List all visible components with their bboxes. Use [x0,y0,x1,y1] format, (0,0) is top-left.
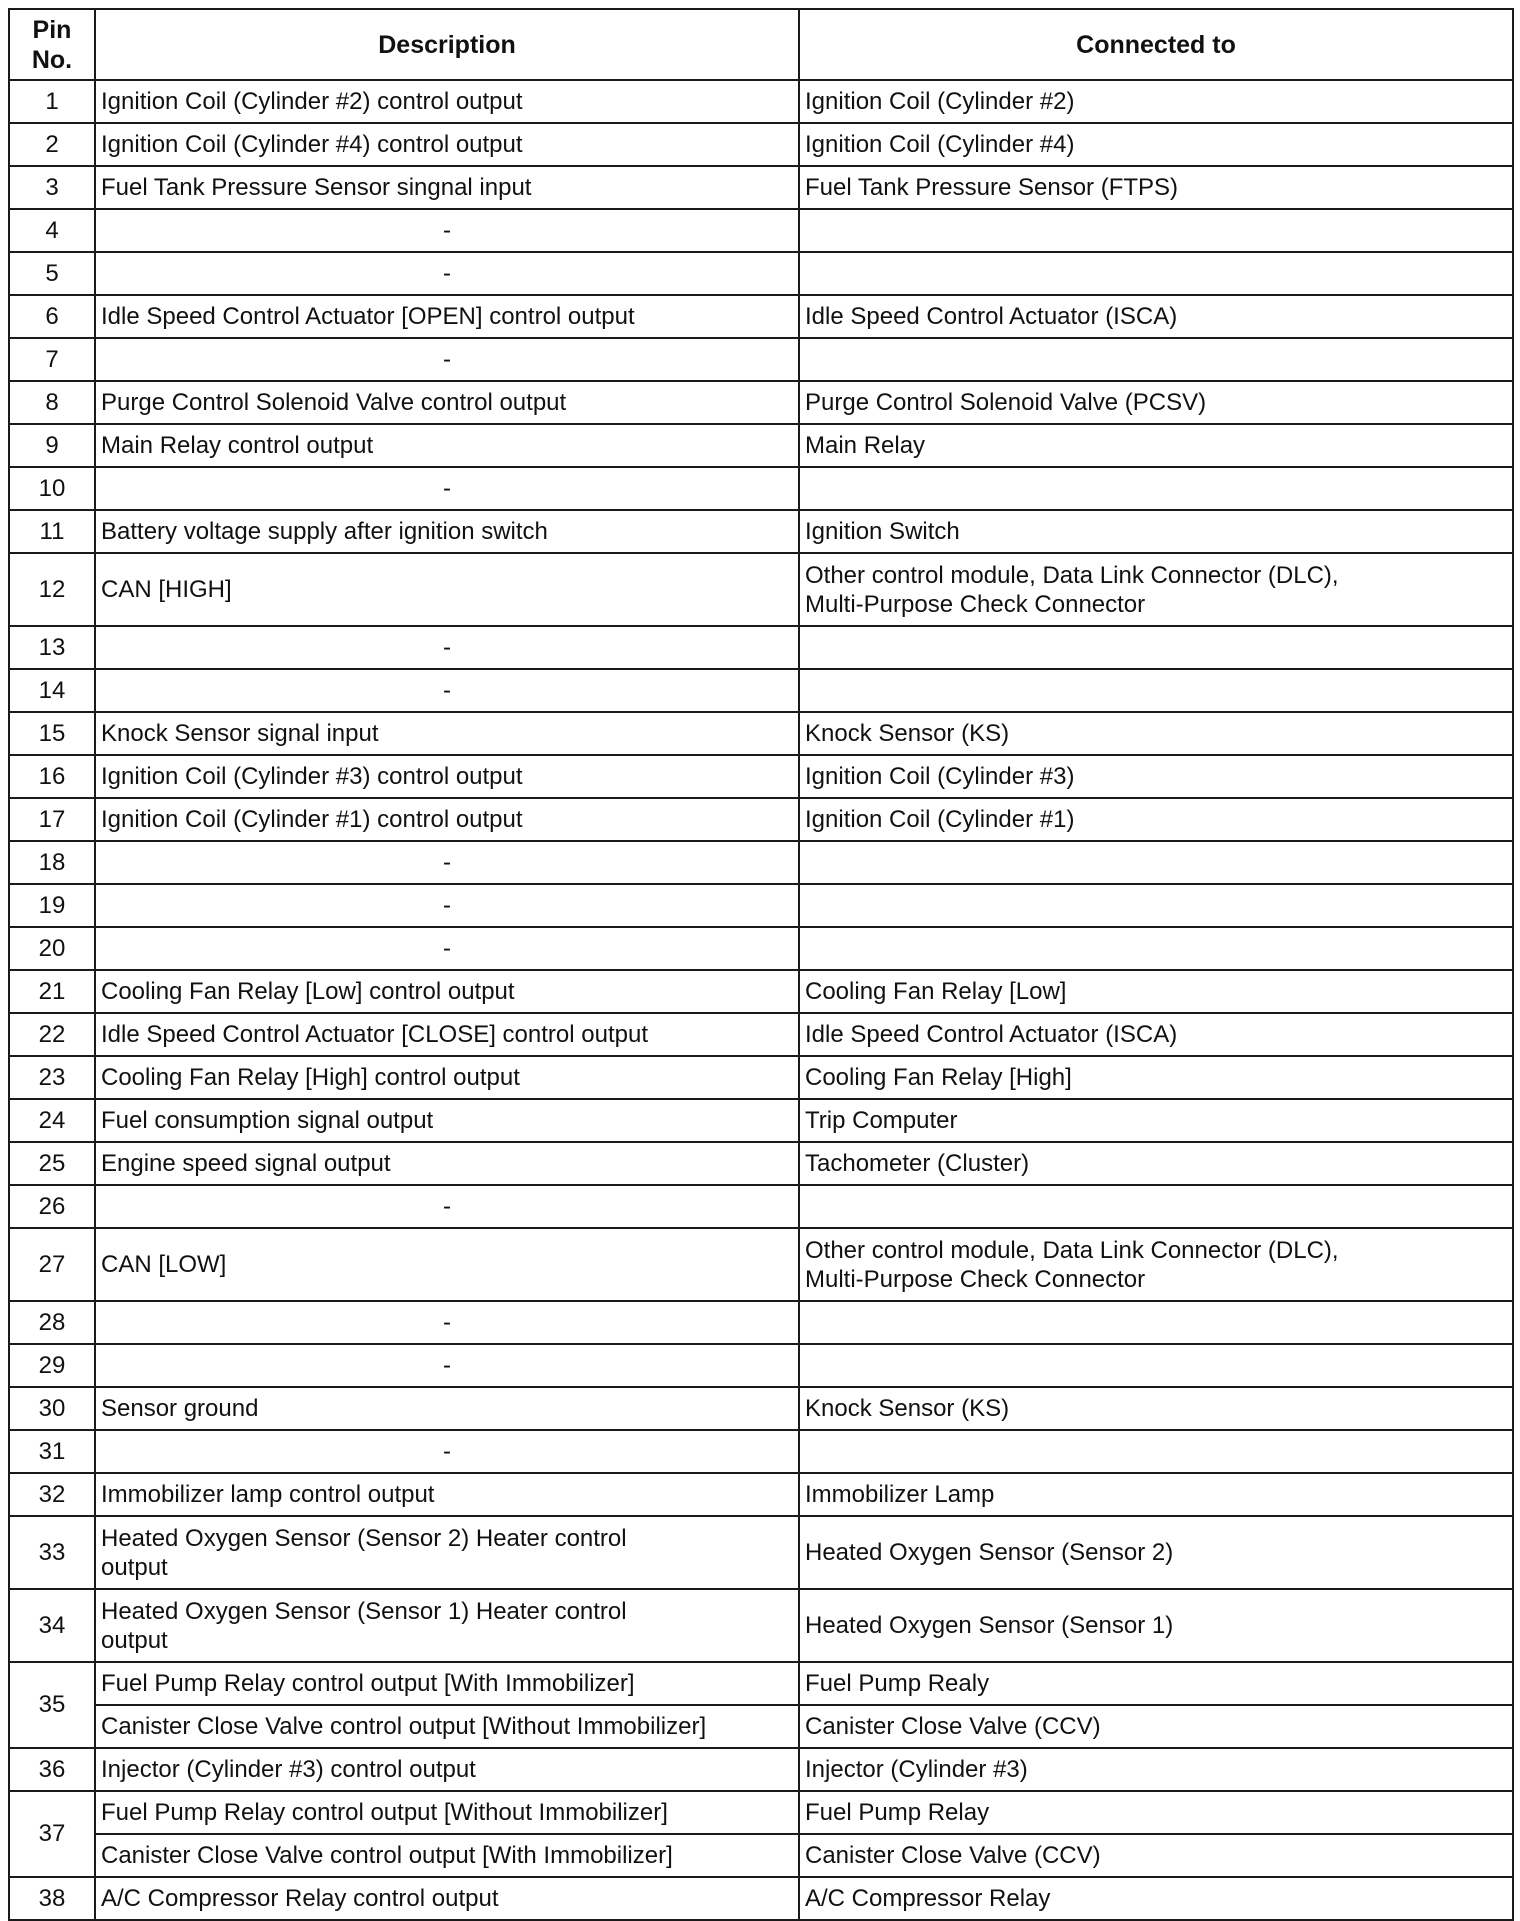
connected-to-cell: Other control module, Data Link Connector (DLC), Multi-Purpose Check Connector [799,1228,1513,1301]
pin-number-cell: 7 [9,338,95,381]
description-cell: Immobilizer lamp control output [95,1473,799,1516]
table-row [9,1834,1513,1877]
pin-number-cell: 17 [9,798,95,841]
description-cell: Fuel Pump Relay control output [With Immobilizer] [95,1662,799,1705]
pin-number-cell: 38 [9,1877,95,1920]
table-row [9,381,1513,424]
connected-to-cell: Ignition Coil (Cylinder #1) [799,798,1513,841]
table-row [9,1705,1513,1748]
description-cell: Cooling Fan Relay [High] control output [95,1056,799,1099]
connected-to-cell [799,252,1513,295]
table-row [9,1142,1513,1185]
connected-to-cell [799,841,1513,884]
description-cell: Sensor ground [95,1387,799,1430]
pin-number-cell: 1 [9,80,95,123]
table-row [9,884,1513,927]
table-row [9,1056,1513,1099]
description-cell: Fuel Tank Pressure Sensor singnal input [95,166,799,209]
connected-to-cell [799,669,1513,712]
table-row [9,1473,1513,1516]
pin-number-cell: 25 [9,1142,95,1185]
table-row [9,252,1513,295]
description-cell: - [95,252,799,295]
pin-number-cell: 18 [9,841,95,884]
table-row [9,123,1513,166]
pin-number-cell: 26 [9,1185,95,1228]
pin-table [8,8,1514,1921]
pin-number-cell: 34 [9,1589,95,1662]
pin-number-cell: 15 [9,712,95,755]
table-row [9,970,1513,1013]
connected-to-cell: Purge Control Solenoid Valve (PCSV) [799,381,1513,424]
connected-to-cell: Ignition Coil (Cylinder #3) [799,755,1513,798]
pin-number-cell: 31 [9,1430,95,1473]
table-row [9,1228,1513,1301]
pin-number-cell: 3 [9,166,95,209]
pin-number-cell: 24 [9,1099,95,1142]
description-cell: Canister Close Valve control output [With Immobilizer] [95,1834,799,1877]
table-row [9,209,1513,252]
pin-number-cell: 16 [9,755,95,798]
table-row [9,510,1513,553]
connected-to-cell [799,1344,1513,1387]
connected-to-cell [799,1301,1513,1344]
description-cell: - [95,209,799,252]
description-cell: Fuel consumption signal output [95,1099,799,1142]
connected-to-cell: Knock Sensor (KS) [799,1387,1513,1430]
connected-to-cell: Heated Oxygen Sensor (Sensor 1) [799,1589,1513,1662]
header-connected-to: Connected to [799,9,1513,80]
description-cell: A/C Compressor Relay control output [95,1877,799,1920]
pin-number-cell: 2 [9,123,95,166]
table-row [9,927,1513,970]
pin-number-cell: 35 [9,1662,95,1748]
description-cell: Purge Control Solenoid Valve control output [95,381,799,424]
description-cell: Engine speed signal output [95,1142,799,1185]
pin-number-cell: 12 [9,553,95,626]
header-pin-no: Pin No. [9,9,95,80]
table-row [9,798,1513,841]
connected-to-cell [799,467,1513,510]
connected-to-cell: Knock Sensor (KS) [799,712,1513,755]
table-row [9,1662,1513,1705]
table-row [9,1387,1513,1430]
pin-number-cell: 36 [9,1748,95,1791]
pin-number-cell: 10 [9,467,95,510]
connected-to-cell: Cooling Fan Relay [High] [799,1056,1513,1099]
pin-table-body [9,80,1513,1920]
table-row [9,626,1513,669]
table-row [9,1791,1513,1834]
description-cell: - [95,1301,799,1344]
table-row [9,166,1513,209]
description-cell: Ignition Coil (Cylinder #3) control output [95,755,799,798]
header-description: Description [95,9,799,80]
connected-to-cell [799,338,1513,381]
table-row [9,712,1513,755]
pin-number-cell: 5 [9,252,95,295]
description-cell: Ignition Coil (Cylinder #2) control output [95,80,799,123]
description-cell: Cooling Fan Relay [Low] control output [95,970,799,1013]
table-row [9,424,1513,467]
connected-to-cell [799,884,1513,927]
description-cell: - [95,669,799,712]
description-cell: Canister Close Valve control output [Without Immobilizer] [95,1705,799,1748]
connected-to-cell: Fuel Tank Pressure Sensor (FTPS) [799,166,1513,209]
pin-number-cell: 19 [9,884,95,927]
connected-to-cell: Fuel Pump Relay [799,1791,1513,1834]
description-cell: Heated Oxygen Sensor (Sensor 1) Heater control output [95,1589,799,1662]
pin-number-cell: 28 [9,1301,95,1344]
table-row [9,1748,1513,1791]
connected-to-cell: Canister Close Valve (CCV) [799,1834,1513,1877]
description-cell: Battery voltage supply after ignition switch [95,510,799,553]
table-row [9,755,1513,798]
table-row [9,1430,1513,1473]
pin-number-cell: 9 [9,424,95,467]
connected-to-cell: Idle Speed Control Actuator (ISCA) [799,1013,1513,1056]
connected-to-cell: Canister Close Valve (CCV) [799,1705,1513,1748]
description-cell: - [95,927,799,970]
description-cell: - [95,1185,799,1228]
description-cell: Idle Speed Control Actuator [CLOSE] control output [95,1013,799,1056]
connected-to-cell: Heated Oxygen Sensor (Sensor 2) [799,1516,1513,1589]
connected-to-cell: Ignition Coil (Cylinder #4) [799,123,1513,166]
connected-to-cell: Other control module, Data Link Connector (DLC), Multi-Purpose Check Connector [799,553,1513,626]
pin-number-cell: 32 [9,1473,95,1516]
description-cell: Main Relay control output [95,424,799,467]
pin-number-cell: 33 [9,1516,95,1589]
connected-to-cell: Injector (Cylinder #3) [799,1748,1513,1791]
pin-number-cell: 11 [9,510,95,553]
description-cell: Heated Oxygen Sensor (Sensor 2) Heater control output [95,1516,799,1589]
description-cell: - [95,1344,799,1387]
table-row [9,1589,1513,1662]
description-cell: Idle Speed Control Actuator [OPEN] control output [95,295,799,338]
table-row [9,1344,1513,1387]
pin-number-cell: 8 [9,381,95,424]
description-cell: Fuel Pump Relay control output [Without Immobilizer] [95,1791,799,1834]
table-row [9,669,1513,712]
connected-to-cell: Cooling Fan Relay [Low] [799,970,1513,1013]
description-cell: - [95,467,799,510]
pin-number-cell: 14 [9,669,95,712]
description-cell: Ignition Coil (Cylinder #4) control output [95,123,799,166]
connected-to-cell: Tachometer (Cluster) [799,1142,1513,1185]
table-row [9,841,1513,884]
table-row [9,553,1513,626]
description-cell: Knock Sensor signal input [95,712,799,755]
description-cell: - [95,626,799,669]
connected-to-cell: Fuel Pump Realy [799,1662,1513,1705]
connected-to-cell: A/C Compressor Relay [799,1877,1513,1920]
pin-number-cell: 22 [9,1013,95,1056]
table-row [9,80,1513,123]
description-cell: Ignition Coil (Cylinder #1) control output [95,798,799,841]
connected-to-cell: Main Relay [799,424,1513,467]
connected-to-cell [799,626,1513,669]
description-cell: - [95,1430,799,1473]
description-cell: - [95,338,799,381]
pin-number-cell: 29 [9,1344,95,1387]
pin-number-cell: 6 [9,295,95,338]
pin-number-cell: 4 [9,209,95,252]
connected-to-cell [799,1430,1513,1473]
connected-to-cell: Idle Speed Control Actuator (ISCA) [799,295,1513,338]
connected-to-cell: Ignition Switch [799,510,1513,553]
connected-to-cell: Immobilizer Lamp [799,1473,1513,1516]
table-row [9,295,1513,338]
table-row [9,338,1513,381]
connected-to-cell [799,1185,1513,1228]
description-cell: - [95,841,799,884]
pin-number-cell: 37 [9,1791,95,1877]
pin-number-cell: 13 [9,626,95,669]
table-row [9,1877,1513,1920]
table-row [9,1301,1513,1344]
connected-to-cell [799,209,1513,252]
description-cell: CAN [HIGH] [95,553,799,626]
pin-number-cell: 20 [9,927,95,970]
description-cell: Injector (Cylinder #3) control output [95,1748,799,1791]
table-row [9,1013,1513,1056]
pin-number-cell: 27 [9,1228,95,1301]
table-row [9,1099,1513,1142]
table-row [9,467,1513,510]
connected-to-cell [799,927,1513,970]
connected-to-cell: Trip Computer [799,1099,1513,1142]
table-row [9,1185,1513,1228]
description-cell: CAN [LOW] [95,1228,799,1301]
header-row [9,9,1513,80]
pin-number-cell: 23 [9,1056,95,1099]
pin-number-cell: 30 [9,1387,95,1430]
table-row [9,1516,1513,1589]
pin-number-cell: 21 [9,970,95,1013]
connected-to-cell: Ignition Coil (Cylinder #2) [799,80,1513,123]
description-cell: - [95,884,799,927]
